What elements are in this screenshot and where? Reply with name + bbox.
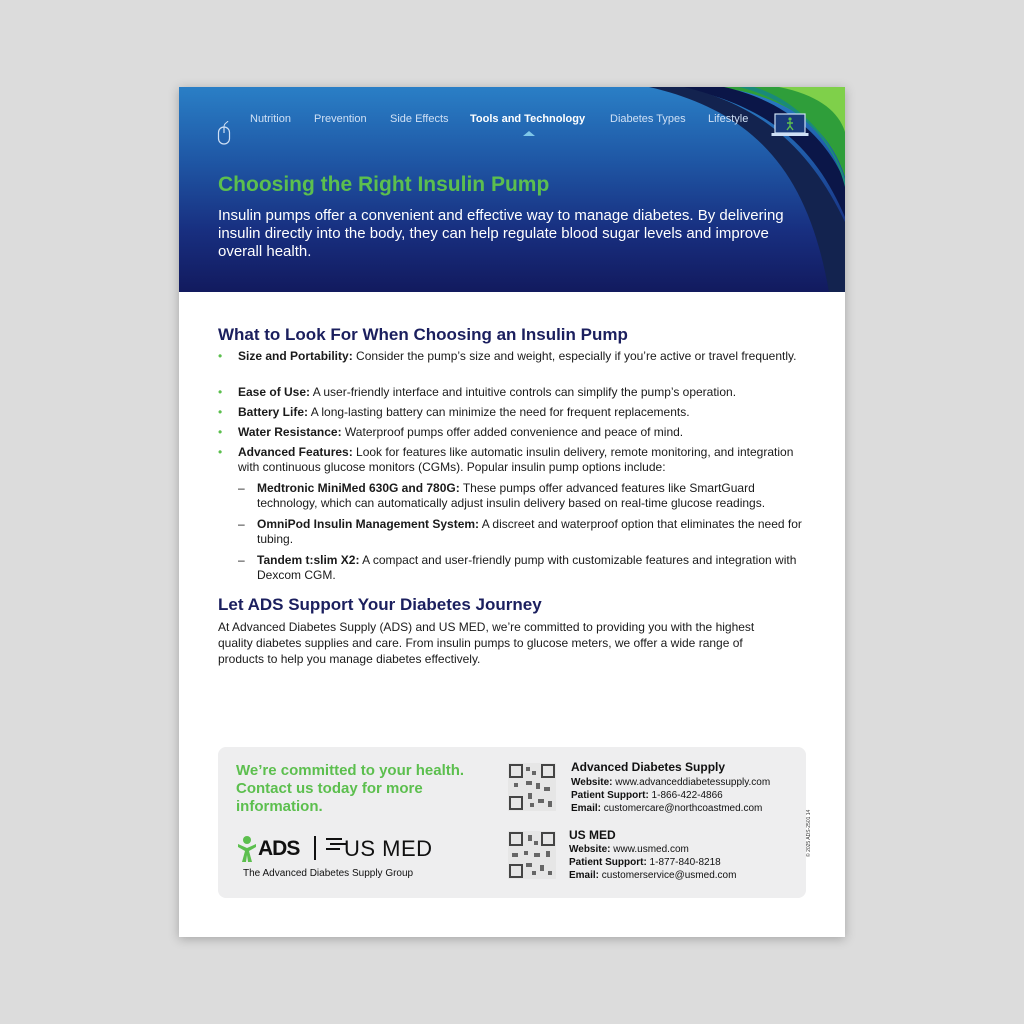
email-link[interactable]: customerservice@usmed.com	[599, 870, 737, 881]
phone-link[interactable]: 1-866-422-4866	[648, 790, 723, 801]
website-link[interactable]: www.usmed.com	[610, 844, 689, 855]
sub-bullet-text: These pumps offer advanced features like SmartGuard technology, which can automatically adjust insulin delivery based on real-time glucose readings.	[257, 481, 766, 510]
nav-item-diabetes-types[interactable]: Diabetes Types	[610, 113, 686, 125]
sub-bullet-text: A discreet and waterproof option that eliminates the need for tubing.	[257, 517, 802, 546]
section-heading-support: Let ADS Support Your Diabetes Journey	[218, 595, 542, 614]
page-title: Choosing the Right Insulin Pump	[218, 173, 550, 196]
bullet-label: Ease of Use:	[238, 385, 311, 399]
bullet-dot-icon: •	[218, 405, 223, 419]
flyer-page	[179, 87, 845, 937]
laptop-icon	[771, 112, 809, 138]
dash-icon: –	[238, 517, 245, 531]
section-heading-look-for: What to Look For When Choosing an Insulin Pump	[218, 325, 628, 344]
sub-bullet-text: A compact and user-friendly pump with customizable features and integration with Dexcom CGM.	[257, 553, 797, 582]
org-email-ads	[571, 803, 762, 814]
dash-icon: –	[238, 553, 245, 567]
bullet-text: Look for features like automatic insulin delivery, remote monitoring, and integration with continuous glucose monitors (CGMs). Popular insulin pump options include:	[238, 445, 794, 474]
sub-bullet-label: Tandem t:slim X2:	[257, 553, 360, 567]
qr-code-icon[interactable]	[508, 763, 556, 811]
dash-icon: –	[238, 481, 245, 495]
field-label: Website:	[571, 777, 613, 788]
bullet-dot-icon: •	[218, 445, 223, 459]
bullet-text: A long-lasting battery can minimize the need for frequent replacements.	[308, 405, 690, 419]
org-phone-ads	[571, 790, 723, 801]
nav-item-prevention[interactable]: Prevention	[314, 113, 367, 125]
document-code: © 2025 ADS-2501 14	[806, 809, 812, 857]
usmed-logo: US MED	[344, 836, 433, 861]
bullet-label: Advanced Features:	[238, 445, 353, 459]
field-label: Patient Support:	[569, 857, 647, 868]
group-name: The Advanced Diabetes Supply Group	[243, 868, 414, 879]
contact-panel	[218, 747, 806, 898]
field-label: Patient Support:	[571, 790, 649, 801]
field-label: Email:	[569, 870, 600, 881]
active-tab-indicator	[523, 131, 535, 136]
bullet-dot-icon: •	[218, 425, 223, 439]
org-website-ads	[571, 777, 770, 788]
header-banner	[179, 87, 845, 292]
nav-item-lifestyle[interactable]: Lifestyle	[708, 113, 749, 125]
phone-link[interactable]: 1-877-840-8218	[646, 857, 721, 868]
qr-code-icon[interactable]	[508, 831, 556, 879]
intro-paragraph: Insulin pumps offer a convenient and effective way to manage diabetes. By delivering insulin directly into the body, they can help regulate blood sugar levels and improve overall health.	[218, 207, 784, 260]
sub-bullet-label: Medtronic MiniMed 630G and 780G:	[257, 481, 460, 495]
logo-divider	[314, 836, 316, 860]
field-label: Email:	[571, 803, 602, 814]
org-name-usmed: US MED	[569, 828, 616, 842]
field-label: Website:	[569, 844, 611, 855]
bullet-label: Size and Portability:	[238, 349, 353, 363]
nav-item-tools-and-technology[interactable]: Tools and Technology	[470, 113, 586, 125]
sub-bullet-label: OmniPod Insulin Management System:	[257, 517, 480, 531]
ads-person-icon	[236, 835, 258, 863]
bullet-label: Battery Life:	[238, 405, 309, 419]
brand-logos	[236, 833, 456, 863]
org-website-usmed	[569, 844, 689, 855]
org-name-ads: Advanced Diabetes Supply	[571, 760, 726, 774]
support-paragraph: At Advanced Diabetes Supply (ADS) and US MED, we’re committed to providing you with the highest quality diabetes supplies and care. From insulin pumps to glucose meters, we offer a wide range of products to help you manage diabetes effectively.	[218, 620, 755, 666]
topic-nav	[179, 113, 845, 133]
org-email-usmed	[569, 870, 736, 881]
ads-logo: ADS	[258, 837, 300, 860]
org-phone-usmed	[569, 857, 721, 868]
bullet-text: Consider the pump’s size and weight, especially if you’re active or travel frequently.	[352, 349, 797, 363]
bullet-dot-icon: •	[218, 349, 223, 363]
nav-item-nutrition[interactable]: Nutrition	[250, 113, 291, 125]
bullet-dot-icon: •	[218, 385, 223, 399]
website-link[interactable]: www.advanceddiabetessupply.com	[612, 777, 771, 788]
bullet-text: A user-friendly interface and intuitive controls can simplify the pump’s operation.	[310, 385, 737, 399]
email-link[interactable]: customercare@northcoastmed.com	[601, 803, 763, 814]
commitment-callout: We’re committed to your health. Contact us today for more information.	[236, 762, 465, 815]
nav-item-side-effects[interactable]: Side Effects	[390, 113, 449, 125]
bullet-label: Water Resistance:	[238, 425, 342, 439]
bullet-text: Waterproof pumps offer added convenience and peace of mind.	[341, 425, 684, 439]
